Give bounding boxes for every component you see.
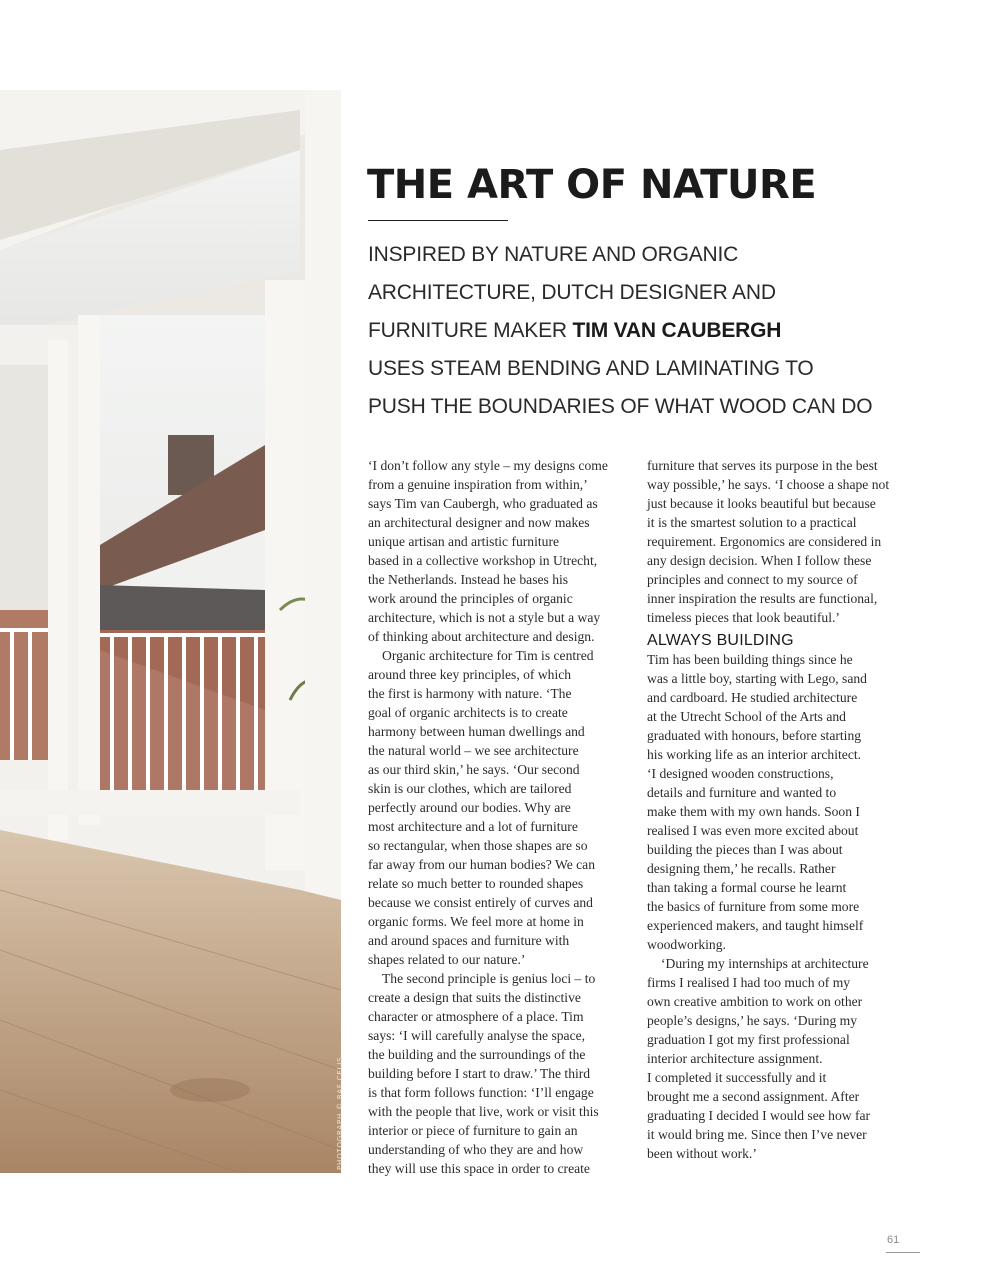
body-line: experienced makers, and taught himself	[647, 918, 864, 933]
body-line: of thinking about architecture and design.	[368, 629, 595, 644]
body-line: is that form follows function: ‘I’ll engage	[368, 1085, 594, 1100]
body-line: so rectangular, when those shapes are so	[368, 838, 588, 853]
body-line: his working life as an interior architect.	[647, 747, 862, 762]
body-line: interior architecture assignment.	[647, 1051, 823, 1066]
body-line: most architecture and a lot of furniture	[368, 819, 578, 834]
body-line: graduating I decided I would see how far	[647, 1108, 871, 1123]
body-line: character or atmosphere of a place. Tim	[368, 1009, 584, 1024]
body-line: than taking a formal course he learnt	[647, 880, 847, 895]
body-line: because we consist entirely of curves and	[368, 895, 593, 910]
body-line: the first is harmony with nature. ‘The	[368, 686, 572, 701]
body-line: the Netherlands. Instead he bases his	[368, 572, 569, 587]
body-line: says: ‘I will carefully analyse the space,	[368, 1028, 586, 1043]
body-line: make them with my own hands. Soon I	[647, 804, 860, 819]
body-line: they will use this space in order to create	[368, 1161, 590, 1176]
body-line: building the pieces than I was about	[647, 842, 843, 857]
body-line: details and furniture and wanted to	[647, 785, 837, 800]
standfirst-line: PUSH THE BOUNDARIES OF WHAT WOOD CAN DO	[368, 395, 873, 418]
body-line: ‘During my internships at architecture	[661, 956, 869, 971]
body-line: been without work.’	[647, 1146, 757, 1161]
standfirst-line: USES STEAM BENDING AND LAMINATING TO	[368, 357, 814, 380]
body-line: an architectural designer and now makes	[368, 515, 590, 530]
body-line: create a design that suits the distinctive	[368, 990, 581, 1005]
body-line: own creative ambition to work on other	[647, 994, 863, 1009]
body-line: perfectly around our bodies. Why are	[368, 800, 571, 815]
body-line: people’s designs,’ he says. ‘During my	[647, 1013, 858, 1028]
standfirst-line: INSPIRED BY NATURE AND ORGANIC	[368, 243, 739, 266]
body-line: inner inspiration the results are functional,	[647, 591, 878, 606]
body-line: Organic architecture for Tim is centred	[382, 648, 594, 663]
body-line: building before I start to draw.’ The third	[368, 1066, 591, 1081]
body-line: timeless pieces that look beautiful.’	[647, 610, 840, 625]
body-line: I completed it successfully and it	[647, 1070, 827, 1085]
section-subheading: ALWAYS BUILDING	[647, 632, 794, 649]
body-column-left	[368, 456, 628, 1178]
photo-credit: PHOTOGRAPH © RAF CELIS	[336, 1056, 344, 1170]
body-line: architecture, which is not a style but a way	[368, 610, 601, 625]
body-line: graduated with honours, before starting	[647, 728, 862, 743]
body-line: at the Utrecht School of the Arts and	[647, 709, 846, 724]
body-line: requirement. Ergonomics are considered in	[647, 534, 882, 549]
body-line: realised I was even more excited about	[647, 823, 859, 838]
body-line: way possible,’ he says. ‘I choose a shape not	[647, 477, 890, 492]
body-line: designing them,’ he recalls. Rather	[647, 861, 836, 876]
body-line: it is the smartest solution to a practical	[647, 515, 857, 530]
designer-name: TIM VAN CAUBERGH	[572, 319, 782, 342]
standfirst-line	[368, 312, 948, 350]
body-line: says Tim van Caubergh, who graduated as	[368, 496, 598, 511]
article-title: THE ART OF NATURE	[367, 162, 817, 208]
body-line: and around spaces and furniture with	[368, 933, 570, 948]
body-line: principles and connect to my source of	[647, 572, 858, 587]
body-column-right	[647, 456, 907, 1163]
title-divider	[368, 220, 508, 221]
body-line: the building and the surroundings of the	[368, 1047, 586, 1062]
body-line: it would bring me. Since then I’ve never	[647, 1127, 867, 1142]
body-line: the basics of furniture from some more	[647, 899, 860, 914]
body-line: The second principle is genius loci – to	[382, 971, 596, 986]
body-line: graduation I got my first professional	[647, 1032, 850, 1047]
body-line: just because it looks beautiful but because	[647, 496, 876, 511]
body-line: based in a collective workshop in Utrecht,	[368, 553, 598, 568]
body-line: skin is our clothes, which are tailored	[368, 781, 572, 796]
body-line: any design decision. When I follow these	[647, 553, 872, 568]
body-line: Tim has been building things since he	[647, 652, 853, 667]
body-line: as our third skin,’ he says. ‘Our second	[368, 762, 580, 777]
body-line: firms I realised I had too much of my	[647, 975, 851, 990]
body-line: ‘I don’t follow any style – my designs come	[368, 458, 608, 473]
standfirst-line: ARCHITECTURE, DUTCH DESIGNER AND	[368, 281, 776, 304]
body-line: was a little boy, starting with Lego, sand	[647, 671, 867, 686]
page-number-rule	[886, 1252, 920, 1253]
body-line: brought me a second assignment. After	[647, 1089, 860, 1104]
article-standfirst	[368, 236, 948, 426]
body-line: understanding of who they are and how	[368, 1142, 584, 1157]
body-line: with the people that live, work or visit this	[368, 1104, 599, 1119]
body-line: harmony between human dwellings and	[368, 724, 585, 739]
body-line: interior or piece of furniture to gain an	[368, 1123, 578, 1138]
interior-window-photo	[0, 90, 341, 1173]
body-line: shapes related to our nature.’	[368, 952, 526, 967]
body-line: unique artisan and artistic furniture	[368, 534, 560, 549]
body-line: work around the principles of organic	[368, 591, 573, 606]
body-line: and cardboard. He studied architecture	[647, 690, 858, 705]
body-line: ‘I designed wooden constructions,	[647, 766, 834, 781]
body-line: the natural world – we see architecture	[368, 743, 579, 758]
body-line: far away from our human bodies? We can	[368, 857, 596, 872]
body-line: organic forms. We feel more at home in	[368, 914, 584, 929]
standfirst-prefix: FURNITURE MAKER	[368, 319, 573, 342]
page-number: 61	[887, 1234, 900, 1246]
body-line: from a genuine inspiration from within,’	[368, 477, 588, 492]
body-line: relate so much better to rounded shapes	[368, 876, 584, 891]
body-line: goal of organic architects is to create	[368, 705, 568, 720]
body-line: furniture that serves its purpose in the best	[647, 458, 878, 473]
body-line: around three key principles, of which	[368, 667, 572, 682]
body-line: woodworking.	[647, 937, 726, 952]
